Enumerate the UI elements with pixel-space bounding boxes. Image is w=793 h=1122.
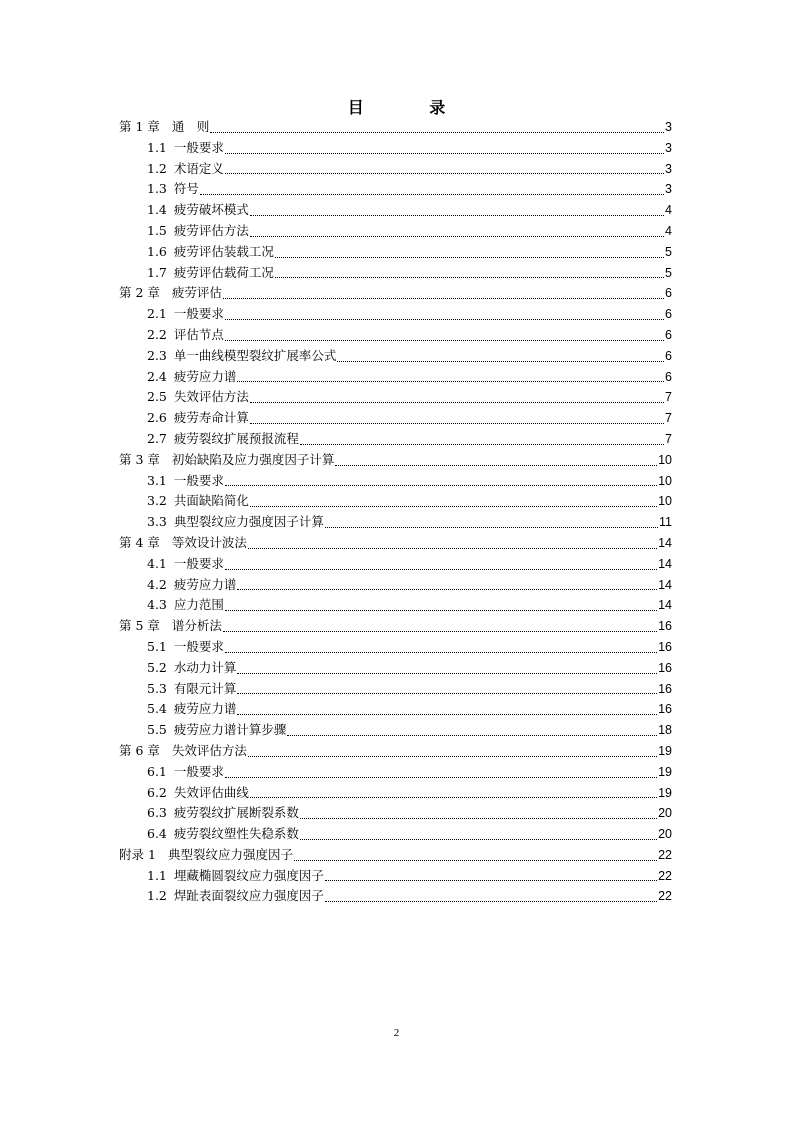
- toc-entry-number: 第 1 章: [119, 119, 160, 134]
- toc-section-entry[interactable]: [119, 679, 672, 700]
- toc-chapter-entry[interactable]: [119, 283, 672, 304]
- dot-leader: [225, 339, 664, 341]
- toc-section-entry[interactable]: [119, 512, 672, 533]
- dot-leader: [250, 401, 664, 403]
- toc-section-entry[interactable]: [119, 408, 672, 429]
- toc-entry-title: 失效评估方法: [173, 389, 249, 405]
- toc-section-entry[interactable]: [119, 138, 672, 159]
- toc-entry-title: 疲劳裂纹扩展断裂系数: [173, 805, 299, 821]
- toc-entry-title: 水动力计算: [173, 659, 237, 675]
- toc-section-entry[interactable]: [119, 367, 672, 388]
- toc-entry-page: 6: [665, 369, 672, 384]
- toc-section-entry[interactable]: [119, 699, 672, 720]
- toc-entry-page: 20: [658, 827, 672, 842]
- toc-section-entry[interactable]: [119, 595, 672, 616]
- toc-entry-title: 焊趾表面裂纹应力强度因子: [173, 888, 324, 904]
- toc-entry-page: 3: [665, 182, 672, 197]
- toc-entry-number: 1.3: [147, 181, 167, 197]
- toc-entry-page: 6: [665, 348, 672, 363]
- toc-entry-number: 6.1: [147, 763, 167, 779]
- toc-entry-number: 第 5 章: [119, 618, 160, 634]
- dot-leader: [300, 817, 657, 819]
- toc-entry-title: 疲劳评估方法: [173, 222, 249, 238]
- toc-entry-title: 应力范围: [173, 597, 224, 613]
- toc-entry-page: 19: [658, 785, 672, 800]
- toc-entry-title: 共面缺陷简化: [173, 493, 249, 509]
- toc-section-entry[interactable]: [119, 304, 672, 325]
- dot-leader: [250, 214, 664, 216]
- toc-entry-page: 4: [665, 223, 672, 238]
- toc-entry-page: 16: [658, 639, 672, 654]
- toc-section-entry[interactable]: [119, 783, 672, 804]
- toc-entry-page: 22: [658, 868, 672, 883]
- toc-entry-number: 6.2: [147, 784, 167, 800]
- toc-entry-title: 一般要求: [173, 472, 224, 488]
- toc-section-entry[interactable]: [119, 159, 672, 180]
- dot-leader: [300, 838, 657, 840]
- toc-entry-number: 1.2: [147, 160, 167, 176]
- dot-leader: [210, 131, 664, 133]
- toc-entry-number: 1.5: [147, 222, 167, 238]
- toc-entry-title: 失效评估方法: [171, 742, 247, 758]
- toc-entry-title: 疲劳应力谱计算步骤: [173, 722, 287, 738]
- toc-entry-title: 疲劳评估载荷工况: [173, 264, 274, 280]
- toc-section-entry[interactable]: [119, 824, 672, 845]
- toc-entry-title: 疲劳应力谱: [173, 368, 237, 384]
- dot-leader: [237, 713, 657, 715]
- dot-leader: [223, 297, 664, 299]
- toc-entry-page: 6: [665, 327, 672, 342]
- toc-section-entry[interactable]: [119, 554, 672, 575]
- toc-entry-number: 2.1: [147, 306, 167, 322]
- dot-leader: [300, 443, 664, 445]
- toc-section-entry[interactable]: [119, 575, 672, 596]
- dot-leader: [250, 235, 664, 237]
- dot-leader: [223, 630, 657, 632]
- toc-entry-title: 术语定义: [173, 160, 224, 176]
- dot-leader: [225, 172, 664, 174]
- page-title: 目 录: [347, 98, 476, 117]
- toc-chapter-entry[interactable]: [119, 741, 672, 762]
- toc-entry-number: 1.4: [147, 202, 167, 218]
- toc-entry-page: 7: [665, 390, 672, 405]
- toc-chapter-entry[interactable]: [119, 616, 672, 637]
- toc-section-entry[interactable]: [119, 429, 672, 450]
- toc-entry-number: 4.1: [147, 555, 167, 571]
- toc-entry-title: 有限元计算: [173, 680, 237, 696]
- toc-section-entry[interactable]: [119, 762, 672, 783]
- dot-leader: [225, 484, 657, 486]
- toc-entry-title: 一般要求: [173, 555, 224, 571]
- toc-section-entry[interactable]: [119, 866, 672, 887]
- dot-leader: [325, 526, 658, 528]
- toc-entry-page: 22: [658, 889, 672, 904]
- toc-entry-number: 3.3: [147, 514, 167, 530]
- toc-entry-page: 10: [658, 494, 672, 509]
- toc-entry-title: 疲劳寿命计算: [173, 410, 249, 426]
- toc-entry-title: 一般要求: [173, 306, 224, 322]
- toc-entry-number: 第 4 章: [119, 534, 160, 550]
- toc-entry-page: 4: [665, 203, 672, 218]
- toc-chapter-entry[interactable]: [119, 845, 672, 866]
- toc-entry-page: 6: [665, 286, 672, 301]
- toc-entry-number: 5.2: [147, 659, 167, 675]
- dot-leader: [325, 900, 657, 902]
- toc-entry-title: 疲劳裂纹塑性失稳系数: [173, 826, 299, 842]
- toc-entry-title: 单一曲线模型裂纹扩展率公式: [173, 347, 337, 363]
- toc-entry-number: 6.3: [147, 805, 167, 821]
- table-of-contents: [119, 117, 672, 907]
- toc-section-entry[interactable]: [119, 658, 672, 679]
- toc-entry-number: 1.2: [147, 888, 167, 904]
- toc-entry-page: 14: [658, 535, 672, 550]
- toc-entry-number: 3.2: [147, 493, 167, 509]
- toc-entry-title: 疲劳评估装载工况: [173, 243, 274, 259]
- dot-leader: [325, 879, 657, 881]
- toc-entry-page: 11: [659, 515, 672, 530]
- toc-section-entry[interactable]: [119, 637, 672, 658]
- toc-section-entry[interactable]: [119, 346, 672, 367]
- toc-entry-number: 2.3: [147, 347, 167, 363]
- toc-entry-number: 5.4: [147, 701, 167, 717]
- toc-section-entry[interactable]: [119, 387, 672, 408]
- toc-entry-page: 19: [658, 764, 672, 779]
- toc-entry-number: 2.2: [147, 326, 167, 342]
- toc-entry-title: 一般要求: [173, 638, 224, 654]
- dot-leader: [250, 505, 657, 507]
- toc-entry-page: 14: [658, 598, 672, 613]
- toc-entry-page: 16: [658, 702, 672, 717]
- toc-entry-title: 疲劳应力谱: [173, 701, 237, 717]
- toc-entry-number: 1.6: [147, 243, 167, 259]
- toc-entry-page: 14: [658, 556, 672, 571]
- toc-entry-title: 评估节点: [173, 326, 224, 342]
- dot-leader: [275, 276, 664, 278]
- page-number: 2: [393, 1027, 400, 1039]
- dot-leader: [294, 859, 657, 861]
- toc-entry-title: 谱分析法: [171, 618, 222, 634]
- dot-leader: [225, 152, 664, 154]
- dot-leader: [225, 776, 657, 778]
- toc-chapter-entry[interactable]: [119, 533, 672, 554]
- dot-leader: [287, 734, 657, 736]
- toc-entry-number: 1.7: [147, 264, 167, 280]
- toc-entry-number: 2.4: [147, 368, 167, 384]
- toc-entry-number: 6.4: [147, 826, 167, 842]
- toc-entry-page: 3: [665, 120, 672, 134]
- dot-leader: [248, 547, 657, 549]
- toc-entry-number: 4.2: [147, 576, 167, 592]
- toc-entry-title: 埋藏椭圆裂纹应力强度因子: [173, 867, 324, 883]
- toc-section-entry[interactable]: [119, 803, 672, 824]
- dot-leader: [200, 193, 664, 195]
- toc-section-entry[interactable]: [119, 263, 672, 284]
- toc-entry-title: 疲劳裂纹扩展预报流程: [173, 430, 299, 446]
- dot-leader: [237, 380, 664, 382]
- toc-entry-title: 典型裂纹应力强度因子计算: [173, 514, 324, 530]
- toc-section-entry[interactable]: [119, 886, 672, 907]
- dot-leader: [237, 692, 657, 694]
- toc-entry-page: 18: [658, 723, 672, 738]
- toc-entry-page: 20: [658, 806, 672, 821]
- toc-entry-page: 3: [665, 161, 672, 176]
- toc-entry-page: 19: [658, 743, 672, 758]
- toc-entry-number: 第 2 章: [119, 285, 160, 301]
- toc-entry-page: 16: [658, 681, 672, 696]
- dot-leader: [337, 360, 664, 362]
- toc-section-entry[interactable]: [119, 720, 672, 741]
- toc-entry-number: 1.1: [147, 867, 167, 883]
- toc-entry-number: 2.6: [147, 410, 167, 426]
- toc-entry-title: 疲劳评估: [171, 285, 222, 301]
- toc-entry-number: 第 6 章: [119, 742, 160, 758]
- toc-entry-page: 16: [658, 660, 672, 675]
- toc-entry-number: 第 3 章: [119, 451, 160, 467]
- toc-entry-page: 5: [665, 244, 672, 259]
- dot-leader: [250, 422, 664, 424]
- toc-entry-title: 典型裂纹应力强度因子: [167, 846, 293, 862]
- toc-entry-number: 2.5: [147, 389, 167, 405]
- dot-leader: [225, 568, 657, 570]
- toc-entry-title: 符号: [173, 181, 199, 197]
- toc-entry-page: 7: [665, 411, 672, 426]
- dot-leader: [237, 672, 657, 674]
- dot-leader: [225, 609, 657, 611]
- toc-entry-page: 16: [658, 619, 672, 634]
- dot-leader: [335, 464, 657, 466]
- toc-entry-number: 5.3: [147, 680, 167, 696]
- dot-leader: [225, 318, 664, 320]
- toc-entry-page: 10: [658, 452, 672, 467]
- toc-entry-number: 5.1: [147, 638, 167, 654]
- dot-leader: [225, 651, 657, 653]
- dot-leader: [250, 796, 657, 798]
- toc-section-entry[interactable]: [119, 179, 672, 200]
- toc-chapter-entry[interactable]: [119, 117, 672, 138]
- toc-entry-number: 4.3: [147, 597, 167, 613]
- toc-section-entry[interactable]: [119, 242, 672, 263]
- toc-section-entry[interactable]: [119, 221, 672, 242]
- toc-entry-page: 14: [658, 577, 672, 592]
- toc-entry-page: 6: [665, 307, 672, 322]
- toc-section-entry[interactable]: [119, 471, 672, 492]
- toc-entry-page: 5: [665, 265, 672, 280]
- toc-entry-title: 通 则: [171, 119, 210, 134]
- toc-entry-title: 一般要求: [173, 763, 224, 779]
- toc-entry-number: 3.1: [147, 472, 167, 488]
- dot-leader: [237, 588, 657, 590]
- dot-leader: [248, 755, 657, 757]
- toc-entry-title: 疲劳应力谱: [173, 576, 237, 592]
- toc-entry-title: 失效评估曲线: [173, 784, 249, 800]
- toc-entry-number: 2.7: [147, 430, 167, 446]
- toc-section-entry[interactable]: [119, 325, 672, 346]
- toc-entry-page: 3: [665, 140, 672, 155]
- toc-entry-title: 疲劳破坏模式: [173, 202, 249, 218]
- toc-entry-page: 7: [665, 431, 672, 446]
- toc-entry-number: 1.1: [147, 139, 167, 155]
- toc-entry-title: 一般要求: [173, 139, 224, 155]
- toc-entry-title: 等效设计波法: [171, 534, 247, 550]
- toc-chapter-entry[interactable]: [119, 450, 672, 471]
- toc-section-entry[interactable]: [119, 491, 672, 512]
- toc-entry-number: 附录 1: [119, 846, 156, 862]
- toc-section-entry[interactable]: [119, 200, 672, 221]
- toc-entry-number: 5.5: [147, 722, 167, 738]
- dot-leader: [275, 256, 664, 258]
- toc-entry-page: 10: [658, 473, 672, 488]
- toc-entry-title: 初始缺陷及应力强度因子计算: [171, 451, 335, 467]
- toc-entry-page: 22: [658, 847, 672, 862]
